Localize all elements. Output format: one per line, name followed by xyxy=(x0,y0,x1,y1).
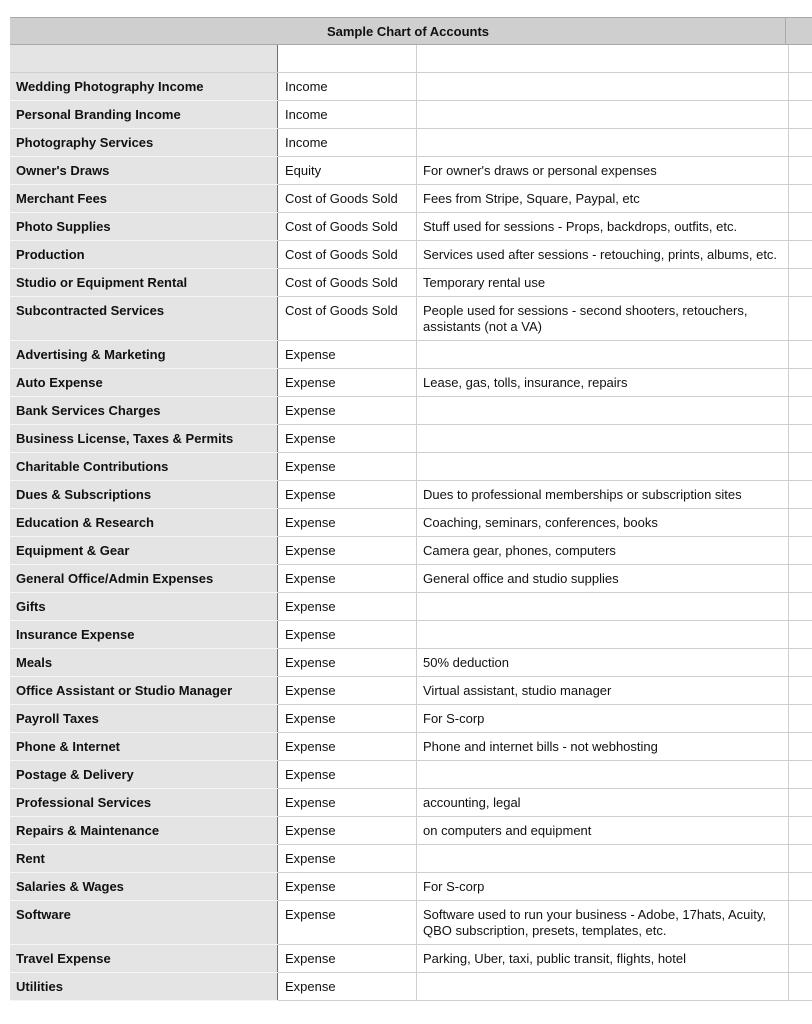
account-type-cell[interactable]: Expense xyxy=(278,901,417,945)
account-name-cell[interactable]: Photo Supplies xyxy=(10,213,278,241)
account-type-cell[interactable]: Income xyxy=(278,73,417,101)
description-cell[interactable]: General office and studio supplies xyxy=(417,565,789,593)
description-cell[interactable]: Phone and internet bills - not webhosting xyxy=(417,733,789,761)
table-row xyxy=(10,593,812,621)
account-type-cell[interactable]: Expense xyxy=(278,973,417,1001)
account-name-cell[interactable]: Business License, Taxes & Permits xyxy=(10,425,278,453)
account-type-cell[interactable]: Cost of Goods Sold xyxy=(278,297,417,341)
table-row xyxy=(10,509,812,537)
description-cell[interactable] xyxy=(417,73,789,101)
account-type-cell[interactable]: Expense xyxy=(278,817,417,845)
table-row xyxy=(10,845,812,873)
extra-cell[interactable] xyxy=(789,761,812,789)
extra-cell[interactable] xyxy=(789,369,812,397)
description-cell[interactable]: For owner's draws or personal expenses xyxy=(417,157,789,185)
account-type-cell[interactable]: Income xyxy=(278,129,417,157)
extra-cell[interactable] xyxy=(789,341,812,369)
table-row xyxy=(10,565,812,593)
extra-cell[interactable] xyxy=(789,565,812,593)
extra-cell[interactable] xyxy=(789,453,812,481)
description-cell[interactable] xyxy=(417,101,789,129)
description-cell[interactable] xyxy=(417,425,789,453)
account-name-cell[interactable]: Advertising & Marketing xyxy=(10,341,278,369)
description-cell[interactable]: Fees from Stripe, Square, Paypal, etc xyxy=(417,185,789,213)
description-cell[interactable]: For S-corp xyxy=(417,873,789,901)
account-type-cell[interactable]: Expense xyxy=(278,705,417,733)
account-type-cell[interactable]: Expense xyxy=(278,341,417,369)
account-type-cell[interactable]: Expense xyxy=(278,369,417,397)
account-name-cell[interactable]: Education & Research xyxy=(10,509,278,537)
extra-cell[interactable] xyxy=(789,621,812,649)
table-row xyxy=(10,945,812,973)
table-row xyxy=(10,213,812,241)
account-name-cell[interactable]: Bank Services Charges xyxy=(10,397,278,425)
extra-cell[interactable] xyxy=(789,973,812,1001)
extra-cell[interactable] xyxy=(789,705,812,733)
blank-row xyxy=(10,45,812,73)
extra-cell[interactable] xyxy=(789,269,812,297)
table-row xyxy=(10,341,812,369)
table-row xyxy=(10,397,812,425)
account-name-cell[interactable]: Postage & Delivery xyxy=(10,761,278,789)
table-row xyxy=(10,185,812,213)
account-name-cell[interactable]: Photography Services xyxy=(10,129,278,157)
table-row xyxy=(10,241,812,269)
account-name-cell[interactable]: Repairs & Maintenance xyxy=(10,817,278,845)
description-cell[interactable]: For S-corp xyxy=(417,705,789,733)
table-row xyxy=(10,733,812,761)
extra-cell[interactable] xyxy=(789,873,812,901)
table-row xyxy=(10,157,812,185)
description-cell[interactable] xyxy=(417,621,789,649)
extra-cell[interactable] xyxy=(789,101,812,129)
table-row xyxy=(10,789,812,817)
description-cell[interactable]: Camera gear, phones, computers xyxy=(417,537,789,565)
account-type-cell[interactable]: Expense xyxy=(278,761,417,789)
account-name-cell[interactable]: Charitable Contributions xyxy=(10,453,278,481)
extra-cell[interactable] xyxy=(789,241,812,269)
account-name-cell[interactable]: Salaries & Wages xyxy=(10,873,278,901)
table-row xyxy=(10,901,812,945)
account-name-cell[interactable]: Payroll Taxes xyxy=(10,705,278,733)
title-extra-cell[interactable] xyxy=(785,18,812,44)
account-type-cell[interactable]: Income xyxy=(278,101,417,129)
account-name-cell[interactable]: General Office/Admin Expenses xyxy=(10,565,278,593)
account-type-cell[interactable]: Expense xyxy=(278,509,417,537)
description-cell[interactable]: Virtual assistant, studio manager xyxy=(417,677,789,705)
description-cell[interactable]: accounting, legal xyxy=(417,789,789,817)
account-type-cell[interactable]: Expense xyxy=(278,621,417,649)
account-name-cell[interactable]: Insurance Expense xyxy=(10,621,278,649)
description-cell[interactable]: on computers and equipment xyxy=(417,817,789,845)
account-type-cell[interactable]: Expense xyxy=(278,537,417,565)
description-cell[interactable]: Coaching, seminars, conferences, books xyxy=(417,509,789,537)
accounts-table xyxy=(10,45,812,1001)
account-name-cell[interactable]: Dues & Subscriptions xyxy=(10,481,278,509)
account-type-cell[interactable]: Expense xyxy=(278,481,417,509)
table-row xyxy=(10,297,812,341)
table-row xyxy=(10,453,812,481)
extra-cell[interactable] xyxy=(789,845,812,873)
account-name-cell[interactable]: Merchant Fees xyxy=(10,185,278,213)
extra-cell[interactable] xyxy=(789,537,812,565)
description-cell[interactable]: Parking, Uber, taxi, public transit, flights, hotel xyxy=(417,945,789,973)
description-cell[interactable]: Temporary rental use xyxy=(417,269,789,297)
table-row xyxy=(10,621,812,649)
account-name-cell[interactable]: Office Assistant or Studio Manager xyxy=(10,677,278,705)
account-type-cell[interactable]: Cost of Goods Sold xyxy=(278,269,417,297)
account-name-cell[interactable]: Software xyxy=(10,901,278,945)
table-row xyxy=(10,649,812,677)
table-row xyxy=(10,481,812,509)
extra-cell[interactable] xyxy=(789,509,812,537)
table-row xyxy=(10,269,812,297)
description-cell[interactable]: Dues to professional memberships or subscription sites xyxy=(417,481,789,509)
table-row xyxy=(10,973,812,1001)
extra-cell[interactable] xyxy=(789,677,812,705)
account-name-cell[interactable]: Phone & Internet xyxy=(10,733,278,761)
sheet-title: Sample Chart of Accounts xyxy=(326,23,490,39)
description-cell[interactable] xyxy=(417,973,789,1001)
account-type-cell[interactable]: Expense xyxy=(278,873,417,901)
account-name-cell[interactable]: Wedding Photography Income xyxy=(10,73,278,101)
table-row xyxy=(10,537,812,565)
description-cell[interactable] xyxy=(417,341,789,369)
blank-cell-type[interactable] xyxy=(278,45,417,73)
table-row xyxy=(10,677,812,705)
description-cell[interactable] xyxy=(417,129,789,157)
table-row xyxy=(10,817,812,845)
account-type-cell[interactable]: Expense xyxy=(278,453,417,481)
description-cell[interactable] xyxy=(417,761,789,789)
account-type-cell[interactable]: Expense xyxy=(278,593,417,621)
table-row xyxy=(10,129,812,157)
account-type-cell[interactable]: Expense xyxy=(278,397,417,425)
extra-cell[interactable] xyxy=(789,297,812,341)
account-name-cell[interactable]: Personal Branding Income xyxy=(10,101,278,129)
account-type-cell[interactable]: Expense xyxy=(278,425,417,453)
description-cell[interactable]: People used for sessions - second shooters, retouchers, assistants (not a VA) xyxy=(417,297,789,341)
extra-cell[interactable] xyxy=(789,397,812,425)
account-type-cell[interactable]: Cost of Goods Sold xyxy=(278,241,417,269)
extra-cell[interactable] xyxy=(789,481,812,509)
table-row xyxy=(10,425,812,453)
extra-cell[interactable] xyxy=(789,817,812,845)
account-name-cell[interactable]: Owner's Draws xyxy=(10,157,278,185)
description-cell[interactable]: Services used after sessions - retouching, prints, albums, etc. xyxy=(417,241,789,269)
blank-cell-extra[interactable] xyxy=(789,45,812,73)
account-name-cell[interactable]: Travel Expense xyxy=(10,945,278,973)
description-cell[interactable]: Lease, gas, tolls, insurance, repairs xyxy=(417,369,789,397)
description-cell[interactable] xyxy=(417,397,789,425)
table-row xyxy=(10,369,812,397)
account-name-cell[interactable]: Professional Services xyxy=(10,789,278,817)
account-type-cell[interactable]: Expense xyxy=(278,733,417,761)
extra-cell[interactable] xyxy=(789,593,812,621)
account-type-cell[interactable]: Cost of Goods Sold xyxy=(278,185,417,213)
extra-cell[interactable] xyxy=(789,945,812,973)
account-type-cell[interactable]: Expense xyxy=(278,845,417,873)
account-name-cell[interactable]: Meals xyxy=(10,649,278,677)
account-name-cell[interactable]: Equipment & Gear xyxy=(10,537,278,565)
extra-cell[interactable] xyxy=(789,213,812,241)
table-row xyxy=(10,705,812,733)
extra-cell[interactable] xyxy=(789,733,812,761)
extra-cell[interactable] xyxy=(789,789,812,817)
account-name-cell[interactable]: Gifts xyxy=(10,593,278,621)
account-name-cell[interactable]: Utilities xyxy=(10,973,278,1001)
table-row xyxy=(10,761,812,789)
blank-cell-name[interactable] xyxy=(10,45,278,73)
title-header-cell[interactable] xyxy=(10,17,812,45)
description-cell[interactable]: 50% deduction xyxy=(417,649,789,677)
table-row xyxy=(10,73,812,101)
extra-cell[interactable] xyxy=(789,157,812,185)
account-name-cell[interactable]: Studio or Equipment Rental xyxy=(10,269,278,297)
description-cell[interactable] xyxy=(417,453,789,481)
account-type-cell[interactable]: Expense xyxy=(278,649,417,677)
table-row xyxy=(10,101,812,129)
account-type-cell[interactable]: Cost of Goods Sold xyxy=(278,213,417,241)
account-name-cell[interactable]: Auto Expense xyxy=(10,369,278,397)
description-cell[interactable] xyxy=(417,593,789,621)
description-cell[interactable]: Stuff used for sessions - Props, backdrops, outfits, etc. xyxy=(417,213,789,241)
blank-cell-description[interactable] xyxy=(417,45,789,73)
extra-cell[interactable] xyxy=(789,73,812,101)
extra-cell[interactable] xyxy=(789,185,812,213)
extra-cell[interactable] xyxy=(789,129,812,157)
account-name-cell[interactable]: Production xyxy=(10,241,278,269)
account-name-cell[interactable]: Rent xyxy=(10,845,278,873)
spreadsheet xyxy=(10,17,812,1001)
extra-cell[interactable] xyxy=(789,901,812,945)
account-type-cell[interactable]: Expense xyxy=(278,945,417,973)
account-type-cell[interactable]: Expense xyxy=(278,677,417,705)
extra-cell[interactable] xyxy=(789,425,812,453)
account-type-cell[interactable]: Expense xyxy=(278,789,417,817)
extra-cell[interactable] xyxy=(789,649,812,677)
description-cell[interactable] xyxy=(417,845,789,873)
account-type-cell[interactable]: Expense xyxy=(278,565,417,593)
table-row xyxy=(10,873,812,901)
account-type-cell[interactable]: Equity xyxy=(278,157,417,185)
account-name-cell[interactable]: Subcontracted Services xyxy=(10,297,278,341)
description-cell[interactable]: Software used to run your business - Adobe, 17hats, Acuity, QBO subscription, presets, templates, etc. xyxy=(417,901,789,945)
